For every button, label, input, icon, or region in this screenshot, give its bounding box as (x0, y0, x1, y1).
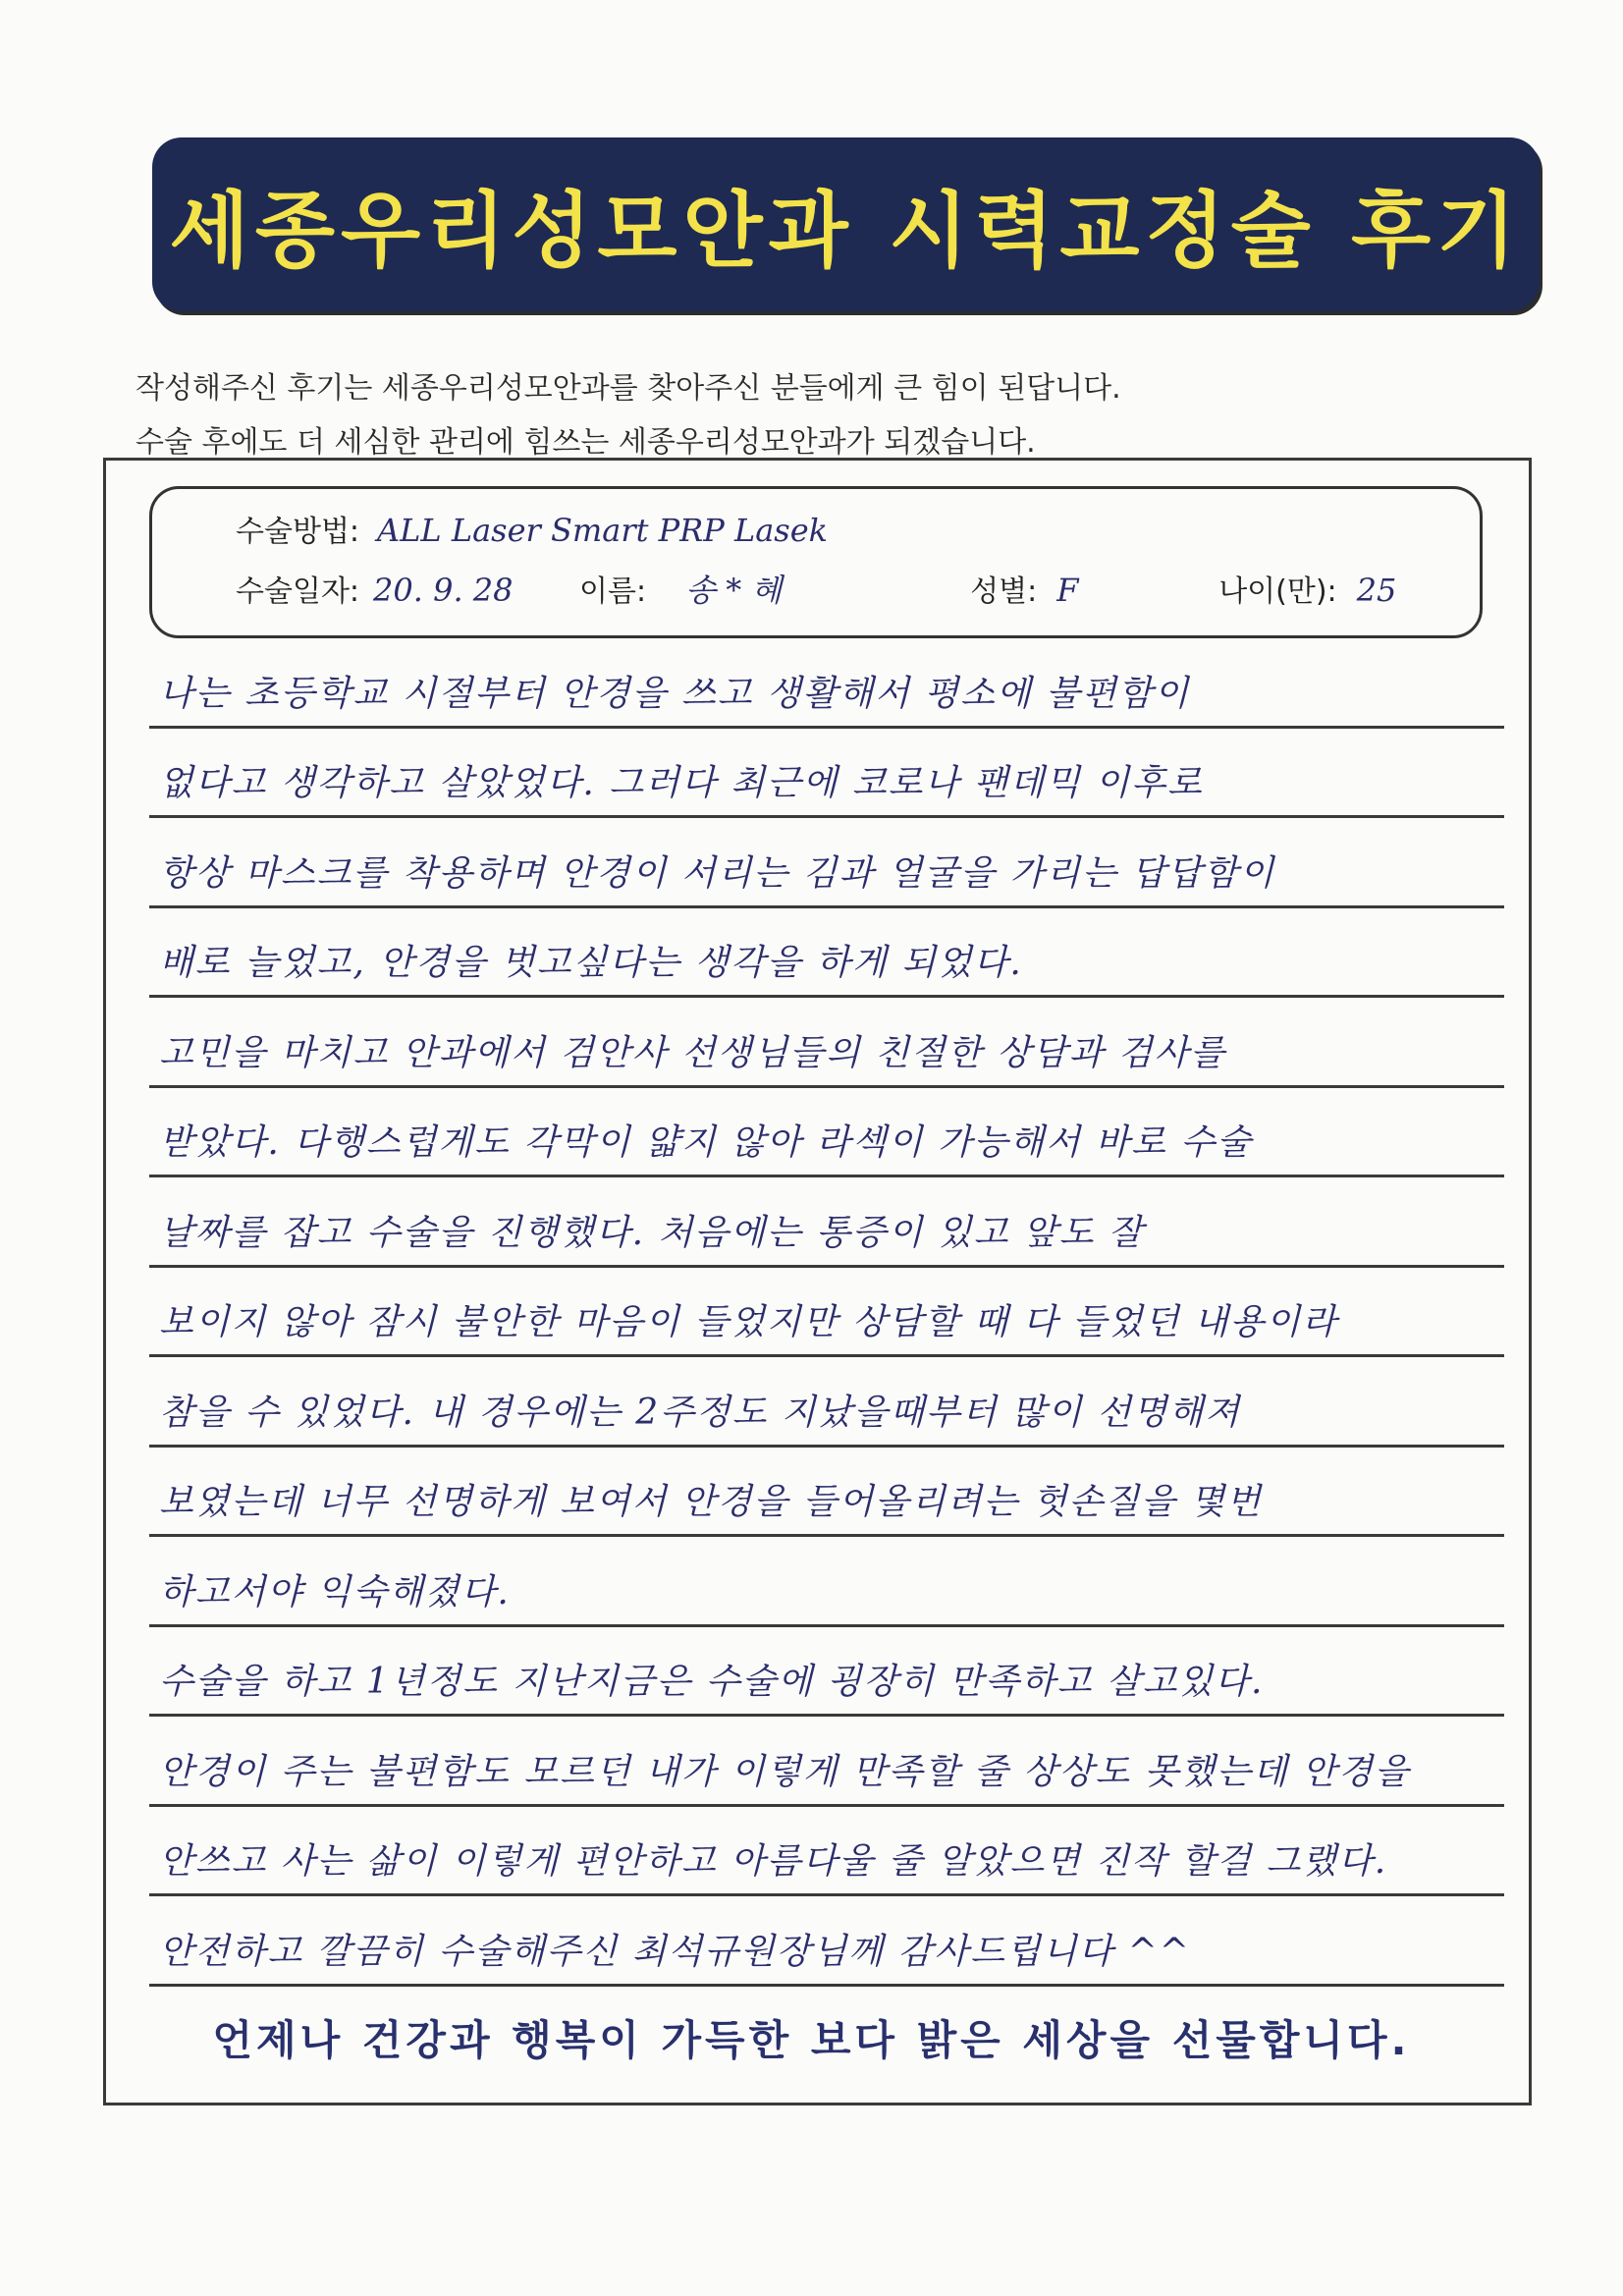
review-line (149, 1537, 1504, 1627)
age-label: 나이(만): (1218, 574, 1337, 609)
footer-slogan: 언제나 건강과 행복이 가득한 보다 밝은 세상을 선물합니다. (212, 2016, 1411, 2064)
review-line (149, 1807, 1504, 1897)
review-line-text: 참을 수 있었다. 내 경우에는 2주정도 지났을때부터 많이 선명해져 (159, 1392, 1242, 1433)
name-label: 이름: (579, 574, 647, 609)
review-line-text: 없다고 생각하고 살았었다. 그러다 최근에 코로나 팬데믹 이후로 (159, 763, 1204, 803)
review-line-text: 날짜를 잡고 수술을 진행했다. 처음에는 통증이 있고 앞도 잘 (159, 1212, 1145, 1253)
gender-value: F (1056, 572, 1079, 609)
review-line-text: 보였는데 너무 선명하게 보여서 안경을 들어올리려는 헛손질을 몇번 (159, 1482, 1263, 1522)
method-value: ALL Laser Smart PRP Lasek (377, 512, 829, 549)
review-line (149, 998, 1504, 1088)
method-label: 수술방법: (236, 515, 360, 549)
review-line (149, 1268, 1504, 1358)
title-banner (152, 137, 1540, 311)
review-line (149, 638, 1504, 729)
method-row (236, 507, 828, 550)
review-line-text: 나는 초등학교 시절부터 안경을 쓰고 생활해서 평소에 불편함이 (159, 673, 1191, 714)
review-line-text: 수술을 하고 1년정도 지난지금은 수술에 굉장히 만족하고 살고있다. (159, 1662, 1265, 1702)
review-line (149, 1448, 1504, 1538)
page-title: 세종우리성모안과 시력교정술 후기 (169, 183, 1523, 279)
review-line-text: 고민을 마치고 안과에서 검안사 선생님들의 친절한 상담과 검사를 (159, 1032, 1227, 1073)
details-row (236, 566, 1396, 611)
review-line (149, 1717, 1504, 1807)
review-line-text: 하고서야 익숙해졌다. (159, 1571, 511, 1613)
surgery-info-box (149, 486, 1483, 638)
review-line (149, 1896, 1504, 1987)
name-value: 송 * 혜 (685, 572, 783, 609)
review-lines (149, 638, 1504, 1987)
review-line (149, 1177, 1504, 1268)
review-line (149, 908, 1504, 999)
review-line-text: 보이지 않아 잠시 불안한 마음이 들었지만 상담할 때 다 들었던 내용이라 (159, 1302, 1338, 1342)
review-line-text: 받았다. 다행스럽게도 각막이 얇지 않아 라섹이 가능해서 바로 수술 (159, 1122, 1253, 1163)
review-line-text: 안경이 주는 불편함도 모르던 내가 이렇게 만족할 줄 상상도 못했는데 안경을 (159, 1751, 1411, 1792)
review-line-text: 배로 늘었고, 안경을 벗고싶다는 생각을 하게 되었다. (159, 943, 1023, 983)
intro-line-2: 수술 후에도 더 세심한 관리에 힘쓰는 세종우리성모안과가 되겠습니다. (135, 425, 1036, 460)
review-line-text: 안전하고 깔끔히 수술해주신 최석규원장님께 감사드립니다 ^^ (159, 1931, 1191, 1972)
review-line-text: 항상 마스크를 착용하며 안경이 서리는 김과 얼굴을 가리는 답답함이 (159, 852, 1276, 894)
age-value: 25 (1356, 572, 1397, 609)
gender-label: 성별: (970, 574, 1038, 609)
review-line (149, 1357, 1504, 1448)
review-line (149, 1088, 1504, 1178)
review-line (149, 1627, 1504, 1718)
review-line (149, 818, 1504, 908)
review-line-text: 안쓰고 사는 삶이 이렇게 편안하고 아름다울 줄 알았으면 진작 할걸 그랬다. (159, 1841, 1388, 1882)
date-label: 수술일자: (236, 574, 360, 609)
intro-line-1: 작성해주신 후기는 세종우리성모안과를 찾아주신 분들에게 큰 힘이 된답니다. (135, 371, 1121, 406)
date-value: 20. 9. 28 (373, 572, 514, 609)
review-line (149, 729, 1504, 819)
